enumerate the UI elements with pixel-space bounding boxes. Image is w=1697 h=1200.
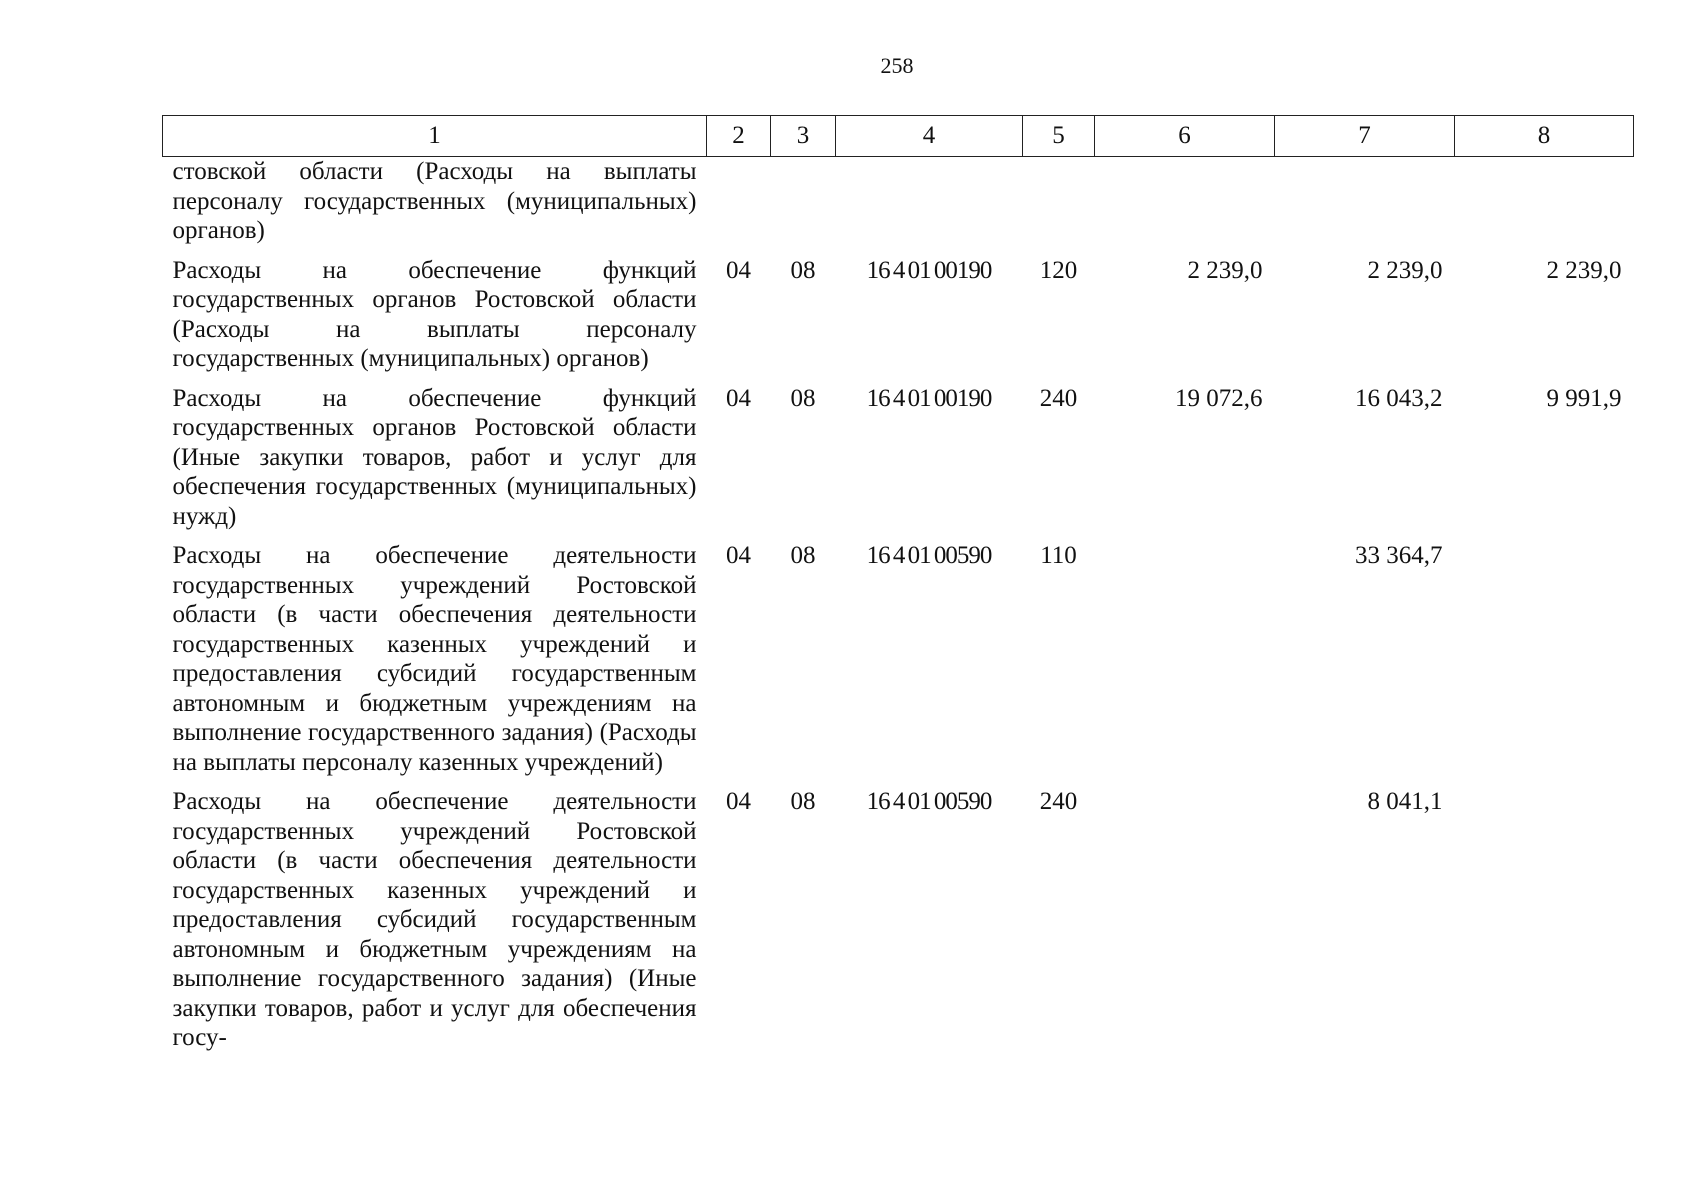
row-amount-col8	[1455, 541, 1634, 787]
column-header-7: 7	[1275, 116, 1455, 157]
row-expense-type: 120	[1039, 256, 1078, 284]
table-row	[163, 157, 1634, 256]
row-target-article	[836, 157, 1023, 256]
row-amount-col6: 2 239,0	[1187, 256, 1263, 284]
column-header-6: 6	[1095, 116, 1275, 157]
row-amount-col7	[1275, 157, 1455, 256]
row-subsection: 08	[790, 788, 816, 815]
column-header-1: 1	[163, 116, 707, 157]
row-amount-col8	[1455, 157, 1634, 256]
row-expense-type: 240	[1039, 788, 1078, 815]
column-header-3: 3	[771, 116, 836, 157]
row-description: Расходы на обеспечение деятельности государственных учреждений Ростовской области (в части обеспечения деятельности государственных казенных учреждений и предоставления субсидий государственным автономным и бюджетным учреждениям на выполнение государственного задания) (Иные закупки товаров, работ и услуг для обеспечения госу-	[172, 788, 697, 1051]
column-header-2: 2	[707, 116, 771, 157]
row-target-article: 16 4 01 00590	[866, 542, 992, 569]
row-amount-col7: 8 041,1	[1367, 788, 1443, 815]
row-amount-col6: 19 072,6	[1175, 384, 1263, 412]
row-expense-type: 110	[1040, 542, 1077, 569]
column-header-5: 5	[1023, 116, 1095, 157]
row-expense-type: 240	[1039, 384, 1078, 412]
column-header-8: 8	[1455, 116, 1634, 157]
row-description: Расходы на обеспечение деятельности государственных учреждений Ростовской области (в части обеспечения деятельности государственных казенных учреждений и предоставления субсидий государственным автономным и бюджетным учреждениям на выполнение государственного задания) (Расходы на выплаты персоналу казенных учреждений)	[172, 542, 697, 776]
row-amount-col7: 33 364,7	[1355, 542, 1443, 569]
row-expense-type	[1023, 157, 1095, 256]
row-description: стовской области (Расходы на выплаты персоналу государственных (муниципальных) органов)	[172, 158, 697, 244]
row-amount-col6	[1095, 541, 1275, 787]
page-number: 258	[880, 53, 914, 78]
table-header-row	[163, 116, 1634, 157]
budget-table	[162, 115, 1634, 1063]
row-subsection	[771, 157, 836, 256]
column-header-4: 4	[836, 116, 1023, 157]
row-description: Расходы на обеспечение функций государственных органов Ростовской области (Иные закупки товаров, работ и услуг для обеспечения государственных (муниципальных) нужд)	[172, 384, 697, 530]
table-row	[163, 384, 1634, 542]
row-amount-col7: 2 239,0	[1367, 256, 1443, 284]
table-row	[163, 787, 1634, 1063]
row-amount-col8: 9 991,9	[1546, 384, 1622, 412]
row-target-article: 16 4 01 00590	[866, 788, 992, 815]
table-row	[163, 541, 1634, 787]
row-description: Расходы на обеспечение функций государственных органов Ростовской области (Расходы на выплаты персоналу государственных (муниципальных) органов)	[172, 256, 697, 372]
row-amount-col7: 16 043,2	[1355, 384, 1443, 412]
table-row	[163, 256, 1634, 384]
row-target-article: 16 4 01 00190	[866, 256, 992, 284]
row-subsection: 08	[790, 384, 816, 412]
row-amount-col6	[1095, 157, 1275, 256]
row-section: 04	[726, 542, 751, 569]
row-amount-col8: 2 239,0	[1546, 256, 1622, 284]
row-section: 04	[726, 788, 751, 815]
row-amount-col8	[1455, 787, 1634, 1063]
row-subsection: 08	[790, 256, 816, 284]
row-target-article: 16 4 01 00190	[866, 384, 992, 412]
row-section: 04	[726, 384, 751, 412]
row-section: 04	[726, 256, 751, 284]
row-amount-col6	[1095, 787, 1275, 1063]
row-section	[707, 157, 771, 256]
row-subsection: 08	[790, 542, 816, 569]
